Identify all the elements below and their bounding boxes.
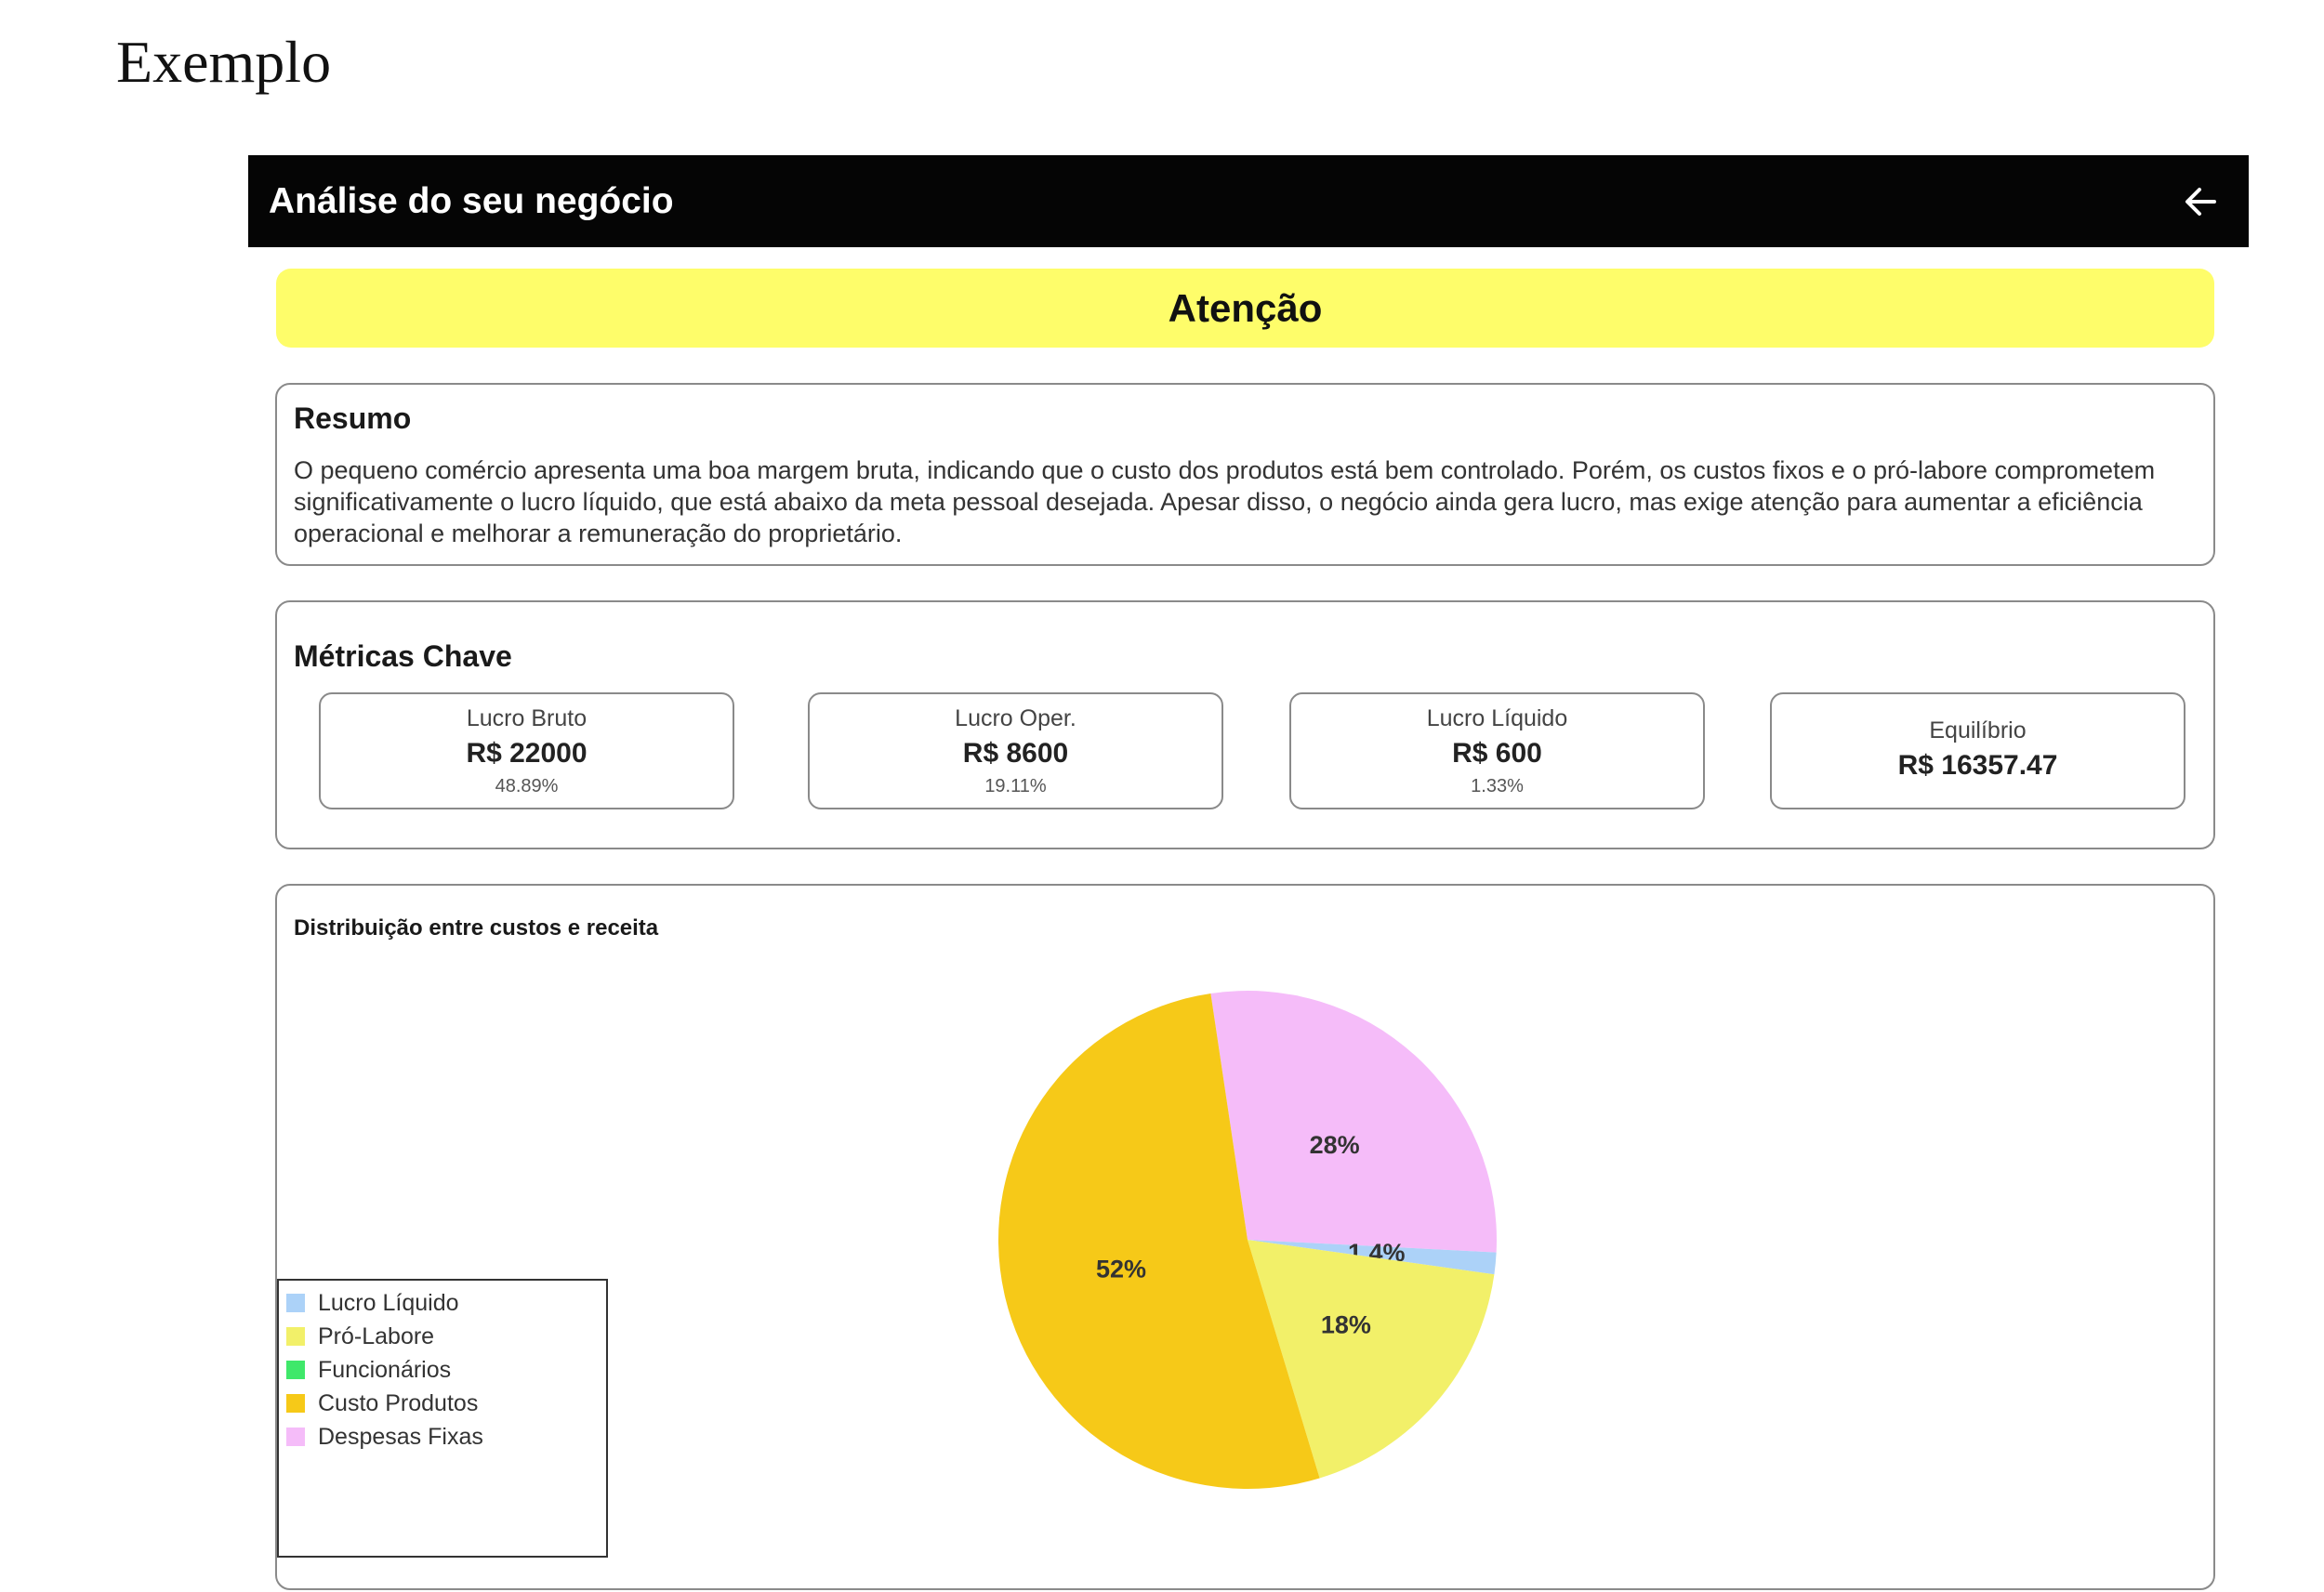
legend-item [286, 1320, 606, 1353]
summary-heading: Resumo [294, 401, 412, 435]
status-banner [276, 269, 2214, 348]
metric-label: Lucro Bruto [466, 705, 588, 731]
chart-title: Distribuição entre custos e receita [294, 915, 659, 941]
legend-swatch [286, 1294, 305, 1312]
metric-percent: 19.11% [984, 776, 1047, 796]
status-label: Atenção [1168, 285, 1323, 330]
metric-percent: 48.89% [495, 776, 559, 796]
summary-text: O pequeno comércio apresenta uma boa margem bruta, indicando que o custo dos produtos está bem controlado. Porém, os custos fixos e o pró-labore comprometem significativamente o lucro líquido, que está abaixo da meta pessoal desejada. Apesar disso, o negócio ainda gera lucro, mas exige atenção para aumentar a eficiência operacional e melhorar a remuneração do proprietário. [294, 456, 2156, 547]
pie-slice-despesas-fixas [1210, 991, 1497, 1253]
document-title: Exemplo [116, 29, 332, 95]
legend-label: Funcionários [318, 1356, 452, 1383]
back-button[interactable] [2172, 174, 2228, 230]
metric-lucro-oper [808, 692, 1223, 809]
metric-lucro-liquido [1289, 692, 1705, 809]
legend-label: Pró-Labore [318, 1322, 435, 1349]
header-title: Análise do seu negócio [269, 180, 674, 221]
chart-legend [277, 1279, 608, 1558]
summary-card [275, 383, 2215, 566]
metrics-card [275, 600, 2215, 849]
metric-equilibrio [1770, 692, 2185, 809]
metric-percent: 1.33% [1471, 776, 1524, 796]
metric-label: Lucro Líquido [1426, 705, 1568, 731]
metric-value: R$ 600 [1452, 738, 1542, 769]
pie-label: 18% [1320, 1310, 1371, 1339]
pie-label: 28% [1309, 1130, 1360, 1159]
metric-value: R$ 8600 [962, 738, 1069, 769]
legend-item [286, 1286, 606, 1320]
metric-value: R$ 22000 [466, 738, 588, 769]
legend-item [286, 1387, 606, 1420]
app-header [248, 155, 2249, 247]
legend-swatch [286, 1394, 305, 1413]
arrow-left-icon [2185, 187, 2216, 217]
legend-swatch [286, 1428, 305, 1446]
pie-label: 52% [1096, 1255, 1147, 1283]
metric-label: Lucro Oper. [955, 705, 1076, 731]
metrics-row [294, 692, 2197, 813]
legend-swatch [286, 1361, 305, 1379]
legend-item [286, 1420, 606, 1454]
legend-item [286, 1353, 606, 1387]
metric-label: Equilíbrio [1929, 717, 2027, 743]
metric-value: R$ 16357.47 [1897, 750, 2058, 781]
legend-label: Despesas Fixas [318, 1423, 483, 1450]
legend-swatch [286, 1327, 305, 1346]
legend-label: Lucro Líquido [318, 1289, 459, 1316]
metrics-heading: Métricas Chave [294, 639, 512, 673]
chart-card [275, 884, 2215, 1590]
pie-label: 1.4% [1347, 1239, 1406, 1268]
legend-label: Custo Produtos [318, 1389, 479, 1416]
metric-lucro-bruto [319, 692, 734, 809]
